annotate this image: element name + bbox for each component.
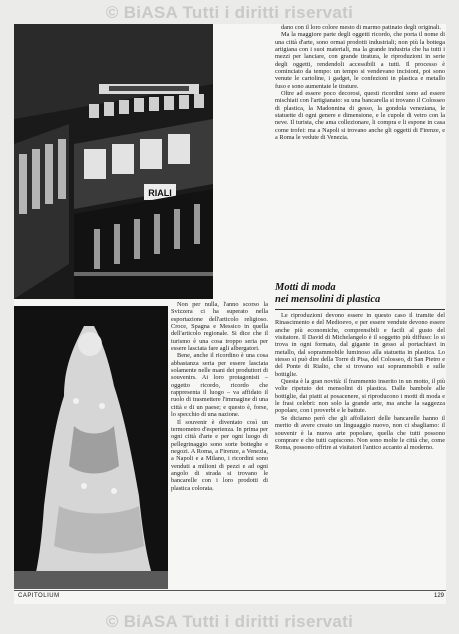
photo-souvenir-stall — [14, 24, 213, 299]
paragraph: Ma la maggiore parte degli oggetti ricordo, che porta il nome di una città d'arte, sono ormai prodotti industriali; non più la bottega artigiana con i suoi materiali, ma la grande industria che ha tutti i mezzi per lanciare, con grande tiratura, le riproduzioni in serie degli oggetti, rendendoli accessibili a tutti. Il processo è cominciato da tempo: un tempo si vendevano incisioni, poi sono venute le cartoline, i gadget, le confezioni in plastica e metallo fuso e sono aumentate le tirature. — [275, 31, 445, 90]
watermark-top: © BiASA Tutti i diritti riservati — [105, 3, 354, 22]
souvenir-stall-illustration — [14, 24, 213, 299]
paragraph: Il souvenir è diventato così un termometro d'esperienza. In prima per ogni città d'arte e per ogni luogo di pellegrinaggio sono sorte botteghe e negozi. A Roma, a Firenze, a Venezia, a Napoli e a Milano, i ricordini sono venduti a milioni di pezzi e ad ogni angolo di strada si trovano le bancarelle con i loro prodotti di plastica colorata. — [171, 418, 268, 492]
paragraph: Non per nulla, l'anno scorso la Svizzera ci ha superato nella esportazione dell'articolo religioso. Croce, Spagna e Messico in quella dell'articolo regionale. Si dice che il turismo è una cosa troppo seria per essere lasciata fare agli albergatori. — [171, 301, 268, 353]
watermark-bottom: © BiASA Tutti i diritti riservati — [105, 612, 354, 631]
figurines-illustration — [14, 306, 168, 589]
section-heading — [275, 282, 445, 310]
stall-sign: RIALI — [148, 188, 172, 198]
footer-divider — [14, 590, 446, 591]
article-column-right-bottom — [275, 312, 445, 452]
paragraph: dano con il loro colore mesto di marmo patinato degli originali. — [281, 24, 442, 31]
photo-souvenir-figurines — [14, 306, 168, 589]
paragraph: Se diciamo però che gli affollatori delle bancarelle hanno il merito di avere creato un linguaggio nuovo, non ci sbagliamo: il souvenir è la nuova arte popolare, quella che tutti possono comprare e che tutti capiscono. Non sono molte le città che, come Roma, possono offrire ai visitatori l'antico accanto al moderno. — [275, 414, 445, 452]
paragraph: Bene, anche il ricordino è una cosa abbastanza seria per essere lasciata solamente nelle mani dei produttori di souvenirs. Ai loro protagonisti – oggetto ricordo, ricordo che rappresenta il luogo – va affidato il ruolo di trasmettere l'immagine di una città e di un paese; e questo è, forse, lo specchio di una nazione. — [171, 352, 268, 419]
paragraph: Le riproduzioni devono essere in questo caso il tramite del Rinascimento e del Medioevo, e per essere vendute devono essere anche più economiche, comprensibili e facili al gusto del visitatore. Il David di Michelangelo è il soggetto più diffuso: lo si trova in ogni formato, dal gigante in gesso al portachiavi in metallo, dal soprammobile luminoso alla statuetta in plastica. Lo stesso si può dire della Torre di Pisa, del Colosseo, di San Pietro e del Ponte di Rialto, che si trovano sui soprammobili e sulle bottiglie. — [275, 312, 445, 378]
heading-rule — [275, 309, 445, 310]
article-column-middle — [171, 301, 268, 492]
article-column-right-top — [275, 24, 445, 142]
magazine-name: CAPITOLIUM — [18, 593, 60, 599]
heading-line: nei mensolini di plastica — [275, 294, 381, 305]
magazine-page — [14, 24, 446, 604]
paragraph: Questa è la gran novità: il frammento inserito in un motto, il più volte ripetuto dei mensolini di plastica. Dalle bambole alle bottiglie, dai piatti ai posacenere, si riproducono i motti di moda e le frasi celebri: non solo la grande arte, ma anche la saggezza popolare, con i proverbi e le battute. — [275, 378, 445, 415]
paragraph: Oltre ad essere poco decorosi, questi ricordini sono ad essere mischiati con l'artigianato: su una bancarella si trovano il Colosseo di plastica, la Madonnina di gesso, la gondola veneziana, le statuette di ogni genere e dimensione, e le cupole di vetro con la neve. Il turista, che ama collezionare, li compra e li espone in casa come trofei: ma a Napoli si trovano anche gli oggetti di Firenze, e a Roma le vedute di Venezia. — [275, 90, 445, 142]
page-number: 129 — [433, 593, 444, 599]
heading-line: Motti di moda — [275, 282, 336, 293]
